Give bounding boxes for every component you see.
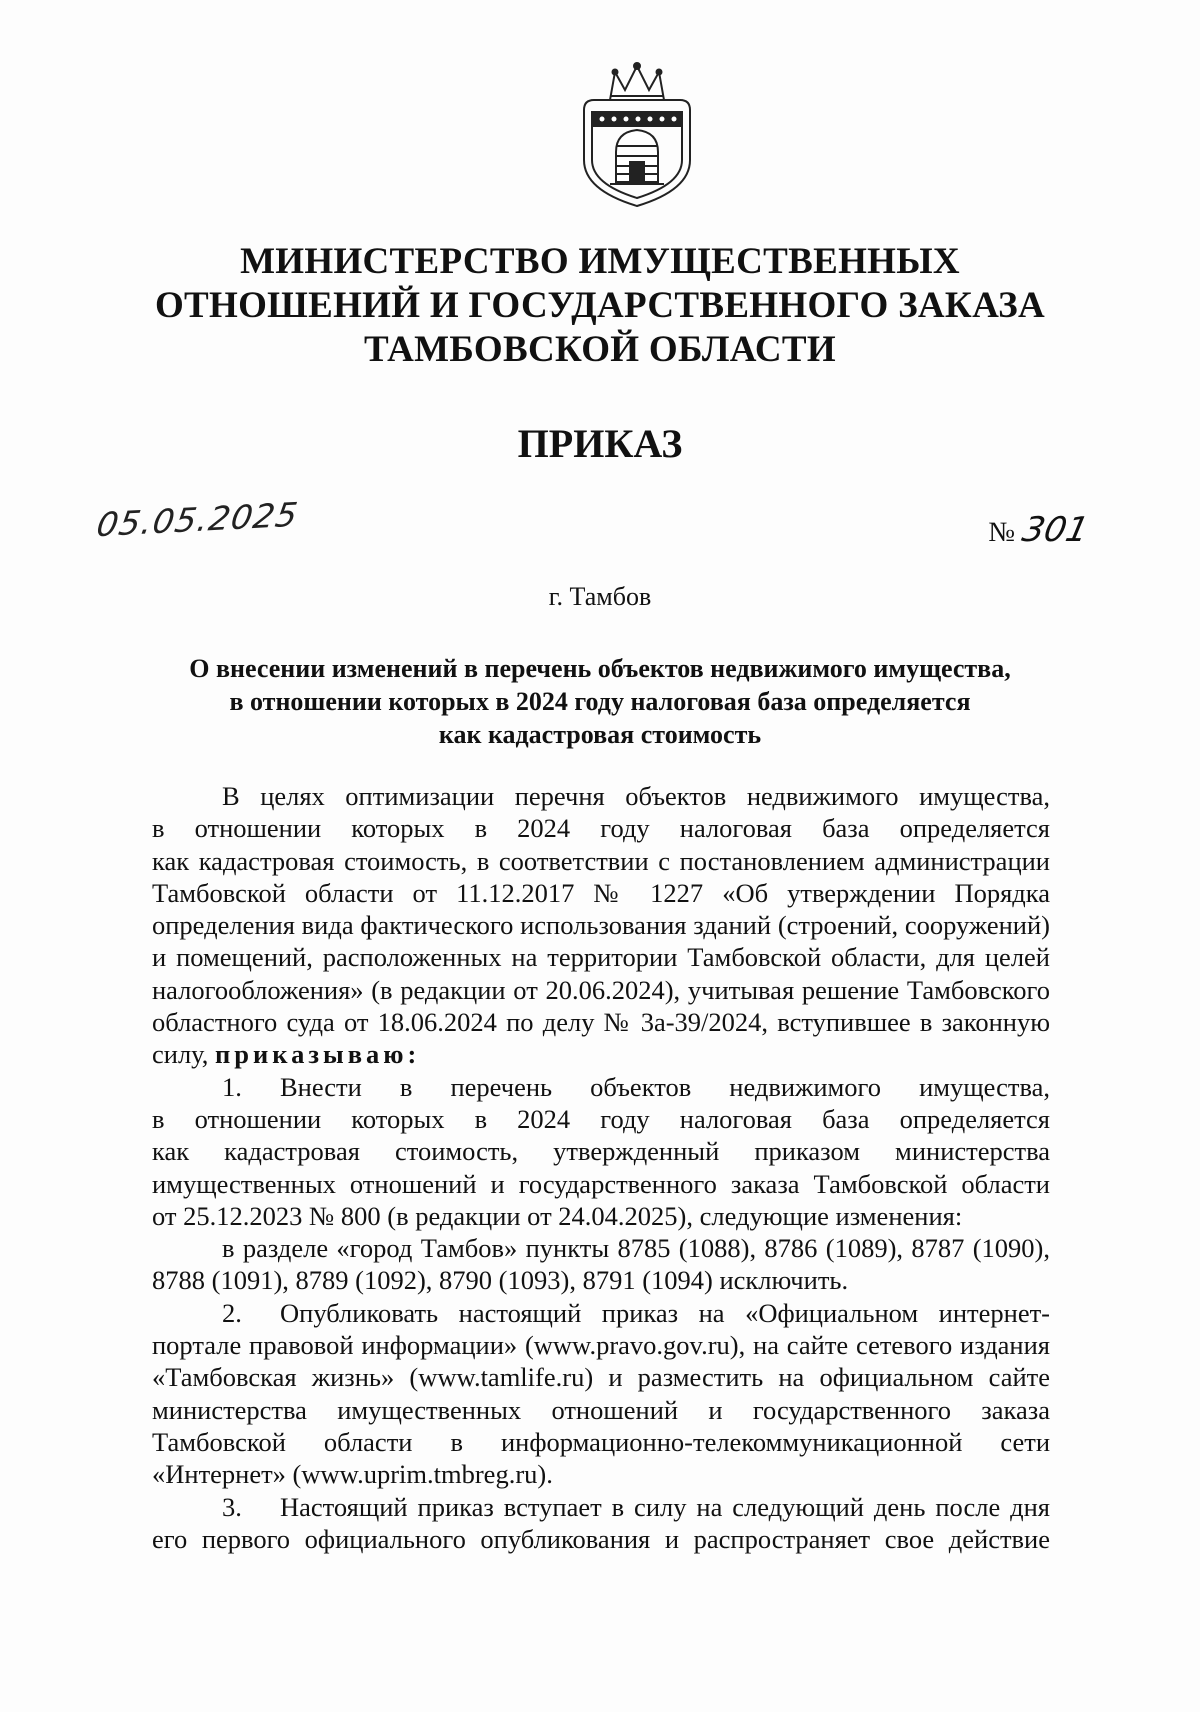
order-subject	[100, 652, 1100, 751]
item-text: Настоящий приказ вступает в силу на следующий день после дня	[280, 1491, 1050, 1522]
number-label: №	[988, 517, 1016, 548]
tambov-coat-of-arms-icon	[570, 60, 704, 210]
body-line: как кадастровая стоимость, в соответствии с постановлением администрации	[152, 845, 1050, 876]
item-line: как кадастровая стоимость, утвержденный приказом министерства	[152, 1136, 1050, 1167]
item-number: 3.	[222, 1491, 242, 1522]
body-line: в отношении которых в 2024 году налоговая база определяется	[152, 813, 1050, 844]
order-word: приказываю:	[215, 1039, 421, 1070]
item-line: от 25.12.2023 № 800 (в редакции от 24.04.2025), следующие изменения:	[152, 1200, 963, 1231]
item-text: Внести в перечень объектов недвижимого имущества,	[280, 1071, 1050, 1102]
body-line: и помещений, расположенных на территории Тамбовской области, для целей	[152, 942, 1050, 973]
number-value: 301	[1018, 510, 1093, 550]
ministry-line: ОТНОШЕНИЙ И ГОСУДАРСТВЕННОГО ЗАКАЗА	[154, 285, 1046, 326]
item-line: «Интернет» (www.uprim.tmbreg.ru).	[152, 1459, 553, 1490]
order-body	[152, 780, 1050, 1555]
body-line: определения вида фактического использования зданий (строений, сооружений)	[152, 910, 1050, 941]
item-line: портале правовой информации» (www.pravo.gov.ru), на сайте сетевого издания	[152, 1330, 1050, 1361]
subject-line: в отношении которых в 2024 году налоговая база определяется	[229, 687, 971, 716]
body-line	[152, 1038, 1050, 1070]
ministry-name	[100, 240, 1100, 372]
item-number: 1.	[222, 1071, 242, 1102]
body-line: В целях оптимизации перечня объектов недвижимого имущества,	[222, 781, 1050, 811]
item-line: в отношении которых в 2024 году налоговая база определяется	[152, 1103, 1050, 1134]
item-number: 2.	[222, 1297, 242, 1328]
document-type-title: ПРИКАЗ	[517, 421, 683, 466]
ministry-line: МИНИСТЕРСТВО ИМУЩЕСТВЕННЫХ	[240, 241, 960, 282]
body-line: Тамбовской области от 11.12.2017 № 1227 «Об утверждении Порядка	[152, 877, 1050, 908]
item-line	[152, 1491, 1050, 1523]
item-line	[152, 1297, 1050, 1329]
item-line: министерства имущественных отношений и государственного заказа	[152, 1394, 1050, 1425]
item-line: Тамбовской области в информационно-телекоммуникационной сети	[152, 1426, 1050, 1457]
city: г. Тамбов	[548, 582, 652, 611]
body-line: областного суда от 18.06.2024 по делу № 3а-39/2024, вступившее в законную	[152, 1007, 1050, 1038]
item-line: «Тамбовская жизнь» (www.tamlife.ru) и разместить на официальном сайте	[152, 1362, 1050, 1393]
item-line	[152, 1071, 1050, 1103]
order-date: 05.05.2025	[93, 494, 302, 545]
subject-line: О внесении изменений в перечень объектов недвижимого имущества,	[189, 654, 1011, 683]
item-line: его первого официального опубликования и распространяет свое действие	[152, 1523, 1050, 1554]
intro-last-text: силу,	[152, 1039, 209, 1070]
item-line: имущественных отношений и государственного заказа Тамбовской области	[152, 1168, 1050, 1199]
body-line: налогообложения» (в редакции от 20.06.2024), учитывая решение Тамбовского	[152, 974, 1050, 1005]
subject-line: как кадастровая стоимость	[438, 720, 762, 749]
item-line: 8788 (1091), 8789 (1092), 8790 (1093), 8791 (1094) исключить.	[152, 1265, 849, 1296]
item-text: Опубликовать настоящий приказ на «Официальном интернет-	[280, 1297, 1050, 1328]
order-number	[988, 510, 1093, 550]
item-line: в разделе «город Тамбов» пункты 8785 (1088), 8786 (1089), 8787 (1090),	[222, 1233, 1050, 1264]
ministry-line: ТАМБОВСКОЙ ОБЛАСТИ	[364, 329, 836, 370]
